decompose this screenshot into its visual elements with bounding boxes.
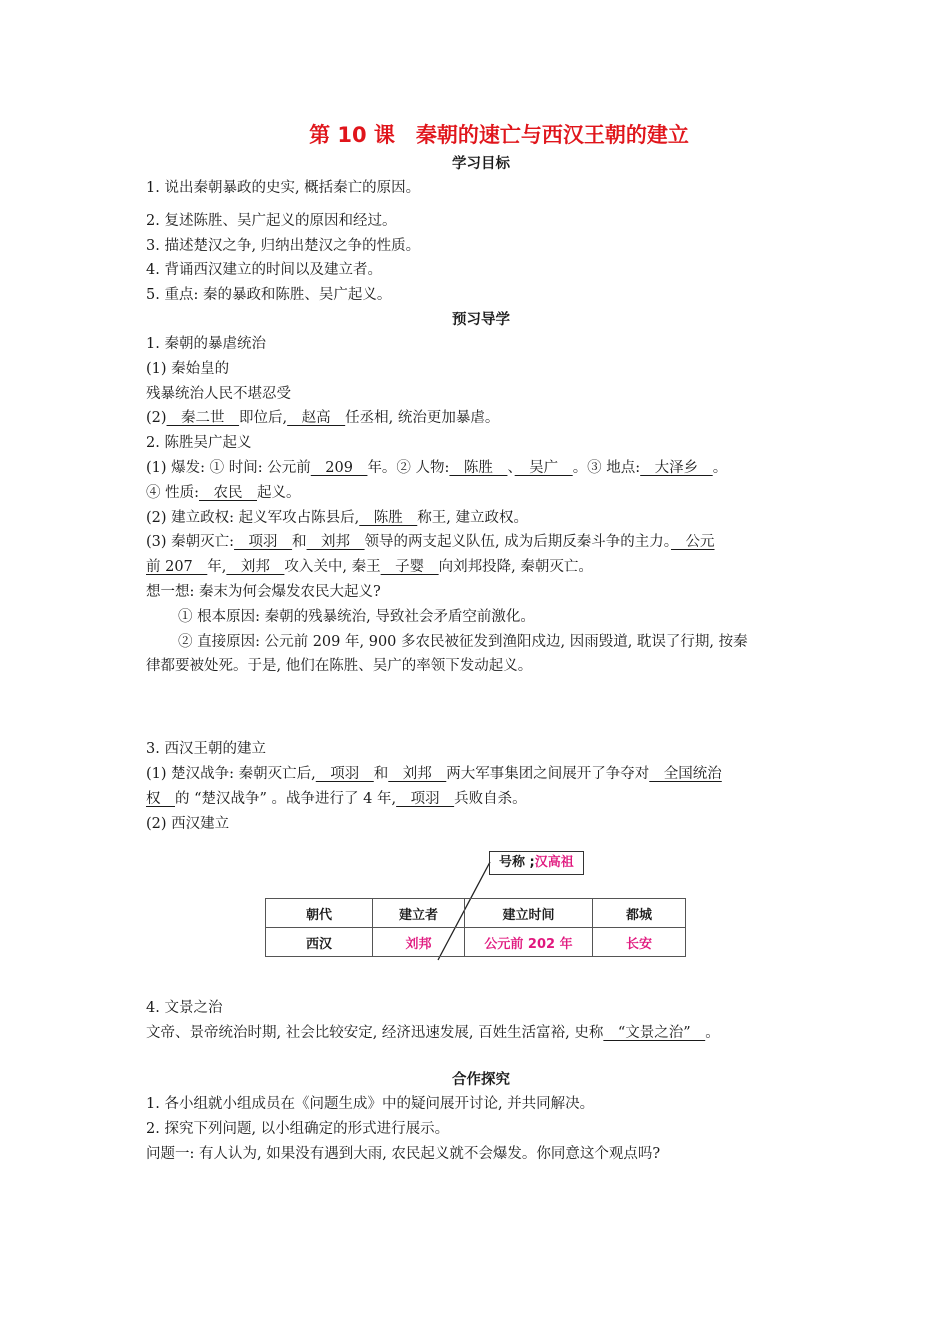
blank-answer: 全国统治 — [649, 765, 722, 782]
blank-answer: 刘邦 — [226, 559, 285, 576]
blank-answer: 秦二世 — [166, 410, 240, 427]
line-uprising-nature: ④ 性质: 农民 起义。 — [146, 484, 301, 501]
blank-answer: 子婴 — [380, 559, 439, 576]
lesson-title: 第 10 课 秦朝的速亡与西汉王朝的建立 — [309, 123, 689, 147]
think-answer: ② 直接原因: 公元前 209 年, 900 多农民被征发到渔阳戍边, 因雨毁道, 耽误了行期, 按秦 — [178, 633, 748, 650]
heading-cooperation: 合作探究 — [452, 1071, 510, 1088]
table-header: 朝代 — [266, 899, 373, 928]
topic-western-han: 3. 西汉王朝的建立 — [146, 741, 266, 758]
blank-answer: 权 — [146, 790, 175, 807]
blank-answer: 前 207 — [146, 559, 208, 576]
blank-answer: 209 — [310, 459, 368, 476]
goal-item: 4. 背诵西汉建立的时间以及建立者。 — [146, 262, 382, 279]
blank-answer: 陈胜 — [359, 509, 418, 526]
table-row — [266, 928, 686, 957]
blank-answer: “文景之治” — [603, 1025, 706, 1042]
topic-qin-tyranny: 1. 秦朝的暴虐统治 — [146, 335, 266, 352]
line-chu-han-war-cont: 权 的 “楚汉战争” 。战争进行了 4 年, 项羽 兵败自杀。 — [146, 790, 527, 807]
line-uprising-outbreak: (1) 爆发: ① 时间: 公元前 209 年。② 人物: 陈胜 、 吴广 。③ 地点: 大泽乡 。 — [146, 459, 728, 476]
cooperation-item: 1. 各小组就小组成员在《问题生成》中的疑问展开讨论, 并共同解决。 — [146, 1095, 595, 1112]
topic-chen-wu-uprising: 2. 陈胜吴广起义 — [146, 435, 252, 452]
goal-item: 5. 重点: 秦的暴政和陈胜、吴广起义。 — [146, 287, 392, 304]
blank-answer: 项羽 — [234, 534, 293, 551]
table-header: 都城 — [593, 899, 686, 928]
dynasty-table — [265, 898, 686, 957]
line-qin-fall: (3) 秦朝灭亡: 项羽 和 刘邦 领导的两支起义队伍, 成为后期反秦斗争的主力。 公元 — [146, 534, 715, 551]
line-western-han-founding: (2) 西汉建立 — [146, 815, 230, 832]
line-regime: (2) 建立政权: 起义军攻占陈县后, 陈胜 称王, 建立政权。 — [146, 509, 528, 526]
blank-answer: 陈胜 — [449, 459, 508, 476]
table-header: 建立时间 — [465, 899, 593, 928]
table-header: 建立者 — [373, 899, 465, 928]
think-answer-cont: 律都要被处死。于是, 他们在陈胜、吴广的率领下发动起义。 — [146, 658, 533, 675]
goal-item: 3. 描述楚汉之争, 归纳出楚汉之争的性质。 — [146, 237, 421, 254]
table-header-row — [266, 899, 686, 928]
think-question: 想一想: 秦末为何会爆发农民大起义? — [146, 583, 381, 600]
title-callout: 号称 ;汉高祖 — [489, 851, 584, 875]
blank-answer: 农民 — [199, 484, 257, 501]
table-cell: 长安 — [593, 928, 686, 957]
blank-answer: 赵高 — [287, 410, 346, 427]
blank-answer: 公元 — [671, 534, 715, 551]
cooperation-item: 2. 探究下列问题, 以小组确定的形式进行展示。 — [146, 1120, 450, 1137]
goal-item: 2. 复述陈胜、吴广起义的原因和经过。 — [146, 212, 397, 229]
blank-answer: 刘邦 — [388, 765, 447, 782]
line-cruel-rule: 残暴统治人民不堪忍受 — [146, 385, 291, 402]
line-chu-han-war: (1) 楚汉战争: 秦朝灭亡后, 项羽 和 刘邦 两大军事集团之间展开了争夺对 全国统治 — [146, 765, 722, 782]
dynasty-diagram — [146, 836, 816, 996]
blank-answer: 刘邦 — [306, 534, 365, 551]
table-cell: 刘邦 — [373, 928, 465, 957]
line-qin-ershi: (2) 秦二世 即位后, 赵高 任丞相, 统治更加暴虐。 — [146, 410, 500, 427]
line-qin-shihuang: (1) 秦始皇的 — [146, 360, 230, 377]
question-one: 问题一: 有人认为, 如果没有遇到大雨, 农民起义就不会爆发。你同意这个观点吗? — [146, 1145, 661, 1162]
line-qin-fall-cont: 前 207 年, 刘邦 攻入关中, 秦王 子婴 向刘邦投降, 秦朝灭亡。 — [146, 559, 593, 576]
worksheet-page — [146, 118, 816, 1166]
blank-answer: 项羽 — [315, 765, 374, 782]
blank-answer: 吴广 — [514, 459, 573, 476]
heading-learning-goals: 学习目标 — [452, 156, 510, 172]
think-answer: ① 根本原因: 秦朝的残暴统治, 导致社会矛盾空前激化。 — [178, 608, 535, 625]
goal-item: 1. 说出秦朝暴政的史实, 概括秦亡的原因。 — [146, 180, 421, 196]
table-cell: 西汉 — [266, 928, 373, 957]
table-cell: 公元前 202 年 — [465, 928, 593, 957]
topic-wen-jing: 4. 文景之治 — [146, 1000, 223, 1017]
line-wen-jing: 文帝、景帝统治时期, 社会比较安定, 经济迅速发展, 百姓生活富裕, 史称 “文景之治” 。 — [146, 1025, 720, 1042]
blank-answer: 项羽 — [396, 790, 455, 807]
blank-answer: 大泽乡 — [640, 459, 713, 476]
heading-preview: 预习导学 — [452, 311, 510, 328]
